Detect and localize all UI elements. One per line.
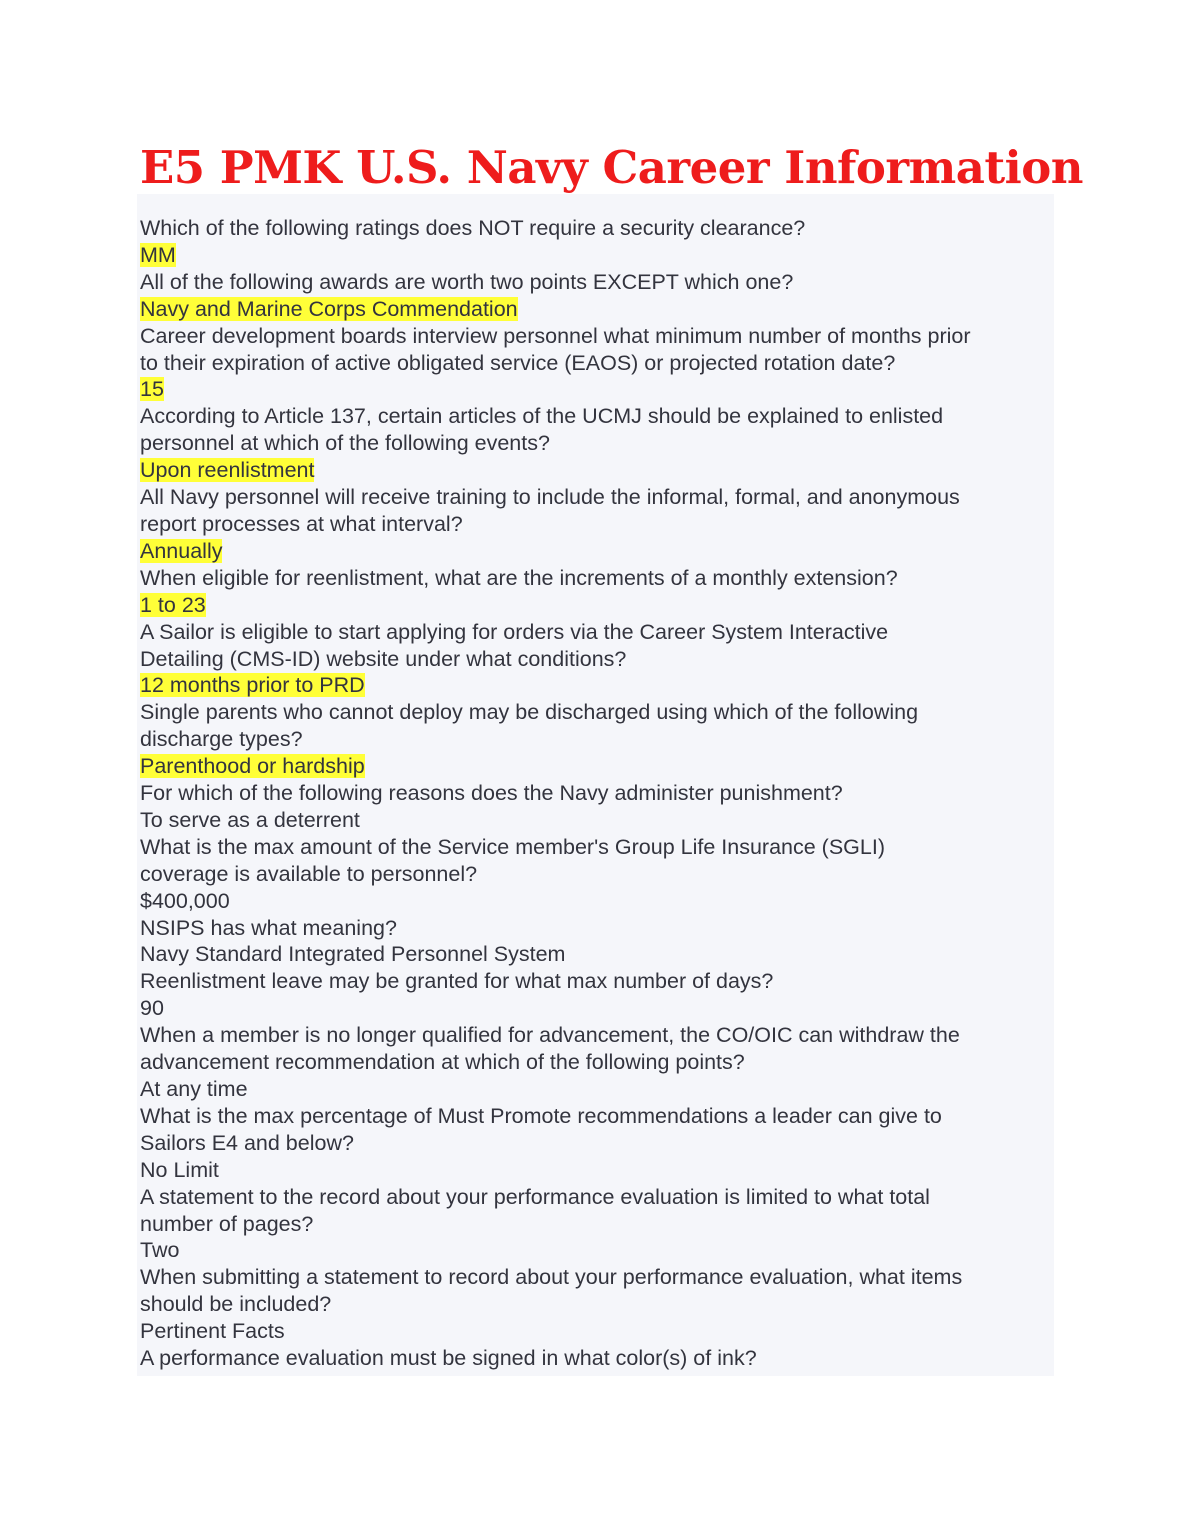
answer-line	[140, 1318, 1054, 1345]
answer-line	[140, 888, 1054, 915]
question-line: A statement to the record about your performance evaluation is limited to what total	[140, 1184, 930, 1209]
answer-line	[140, 1157, 1054, 1184]
answer-line	[140, 1237, 1054, 1264]
answer-line	[140, 995, 1054, 1022]
answer-text: Navy Standard Integrated Personnel System	[140, 942, 566, 967]
qa-item	[140, 699, 1054, 780]
question-line: Sailors E4 and below?	[140, 1130, 354, 1155]
question-line: discharge types?	[140, 727, 303, 752]
qa-item	[140, 1264, 1054, 1345]
question-line: Reenlistment leave may be granted for what max number of days?	[140, 969, 774, 994]
qa-item	[140, 1022, 1054, 1103]
answer-line	[140, 242, 1054, 269]
qa-item	[140, 968, 1054, 1022]
question-line: A performance evaluation must be signed in what color(s) of ink?	[140, 1346, 757, 1371]
qa-item	[140, 1103, 1054, 1184]
question-line: to their expiration of active obligated service (EAOS) or projected rotation date?	[140, 350, 896, 375]
answer-line	[140, 376, 1054, 403]
answer-line	[140, 1076, 1054, 1103]
highlighted-answer: Navy and Marine Corps Commendation	[140, 296, 518, 321]
answer-text: At any time	[140, 1077, 248, 1101]
qa-item	[140, 1345, 1054, 1372]
qa-item	[140, 565, 1054, 619]
qa-item	[140, 323, 1054, 404]
question-line: Single parents who cannot deploy may be discharged using which of the following	[140, 700, 919, 725]
answer-text: 90	[140, 996, 164, 1021]
qa-list	[140, 215, 1054, 1372]
question-line: advancement recommendation at which of the following points?	[140, 1050, 745, 1075]
qa-item	[140, 484, 1054, 565]
highlighted-answer: 15	[140, 377, 164, 402]
question-line: When eligible for reenlistment, what are the increments of a monthly extension?	[140, 565, 898, 590]
answer-text: Pertinent Facts	[140, 1319, 285, 1344]
question-line: number of pages?	[140, 1211, 314, 1236]
question-line: All Navy personnel will receive training to include the informal, formal, and anonymous	[140, 485, 960, 510]
qa-item	[140, 1184, 1054, 1265]
qa-item	[140, 269, 1054, 323]
answer-line	[140, 592, 1054, 619]
answer-line	[140, 296, 1054, 323]
question-line: personnel at which of the following events?	[140, 431, 550, 456]
question-line: Career development boards interview personnel what minimum number of months prior	[140, 323, 971, 348]
qa-item	[140, 780, 1054, 834]
highlighted-answer: Upon reenlistment	[140, 458, 315, 483]
answer-text: Two	[140, 1238, 180, 1263]
question-line: Detailing (CMS-ID) website under what conditions?	[140, 646, 627, 671]
question-line: What is the max percentage of Must Promote recommendations a leader can give to	[140, 1103, 942, 1128]
page-title: E5 PMK U.S. Navy Career Information	[140, 141, 1084, 194]
answer-line	[140, 807, 1054, 834]
qa-item	[140, 215, 1054, 269]
answer-line	[140, 941, 1054, 968]
question-line: According to Article 137, certain articles of the UCMJ should be explained to enlisted	[140, 404, 944, 429]
qa-item	[140, 619, 1054, 700]
answer-line	[140, 457, 1054, 484]
highlighted-answer: Annually	[140, 538, 223, 563]
qa-item	[140, 834, 1054, 915]
answer-text: To serve as a deterrent	[140, 807, 360, 832]
qa-panel	[137, 194, 1054, 1376]
answer-line	[140, 672, 1054, 699]
highlighted-answer: 1 to 23	[140, 592, 206, 617]
question-line: For which of the following reasons does the Navy administer punishment?	[140, 781, 843, 806]
answer-line	[140, 538, 1054, 565]
answer-line	[140, 753, 1054, 780]
qa-item	[140, 403, 1054, 484]
highlighted-answer: MM	[140, 242, 176, 267]
question-line: When submitting a statement to record about your performance evaluation, what items	[140, 1265, 963, 1290]
question-line: NSIPS has what meaning?	[140, 915, 397, 940]
question-line: report processes at what interval?	[140, 511, 463, 536]
highlighted-answer: Parenthood or hardship	[140, 754, 365, 779]
question-line: What is the max amount of the Service member's Group Life Insurance (SGLI)	[140, 834, 885, 859]
question-line: Which of the following ratings does NOT require a security clearance?	[140, 216, 806, 240]
answer-text: $400,000	[140, 888, 230, 913]
question-line: A Sailor is eligible to start applying for orders via the Career System Interactive	[140, 619, 889, 644]
highlighted-answer: 12 months prior to PRD	[140, 673, 365, 698]
question-line: coverage is available to personnel?	[140, 861, 478, 886]
question-line: All of the following awards are worth two points EXCEPT which one?	[140, 269, 794, 294]
question-line: should be included?	[140, 1292, 332, 1317]
question-line: When a member is no longer qualified for advancement, the CO/OIC can withdraw the	[140, 1023, 960, 1048]
qa-item	[140, 915, 1054, 969]
answer-text: No Limit	[140, 1157, 219, 1182]
